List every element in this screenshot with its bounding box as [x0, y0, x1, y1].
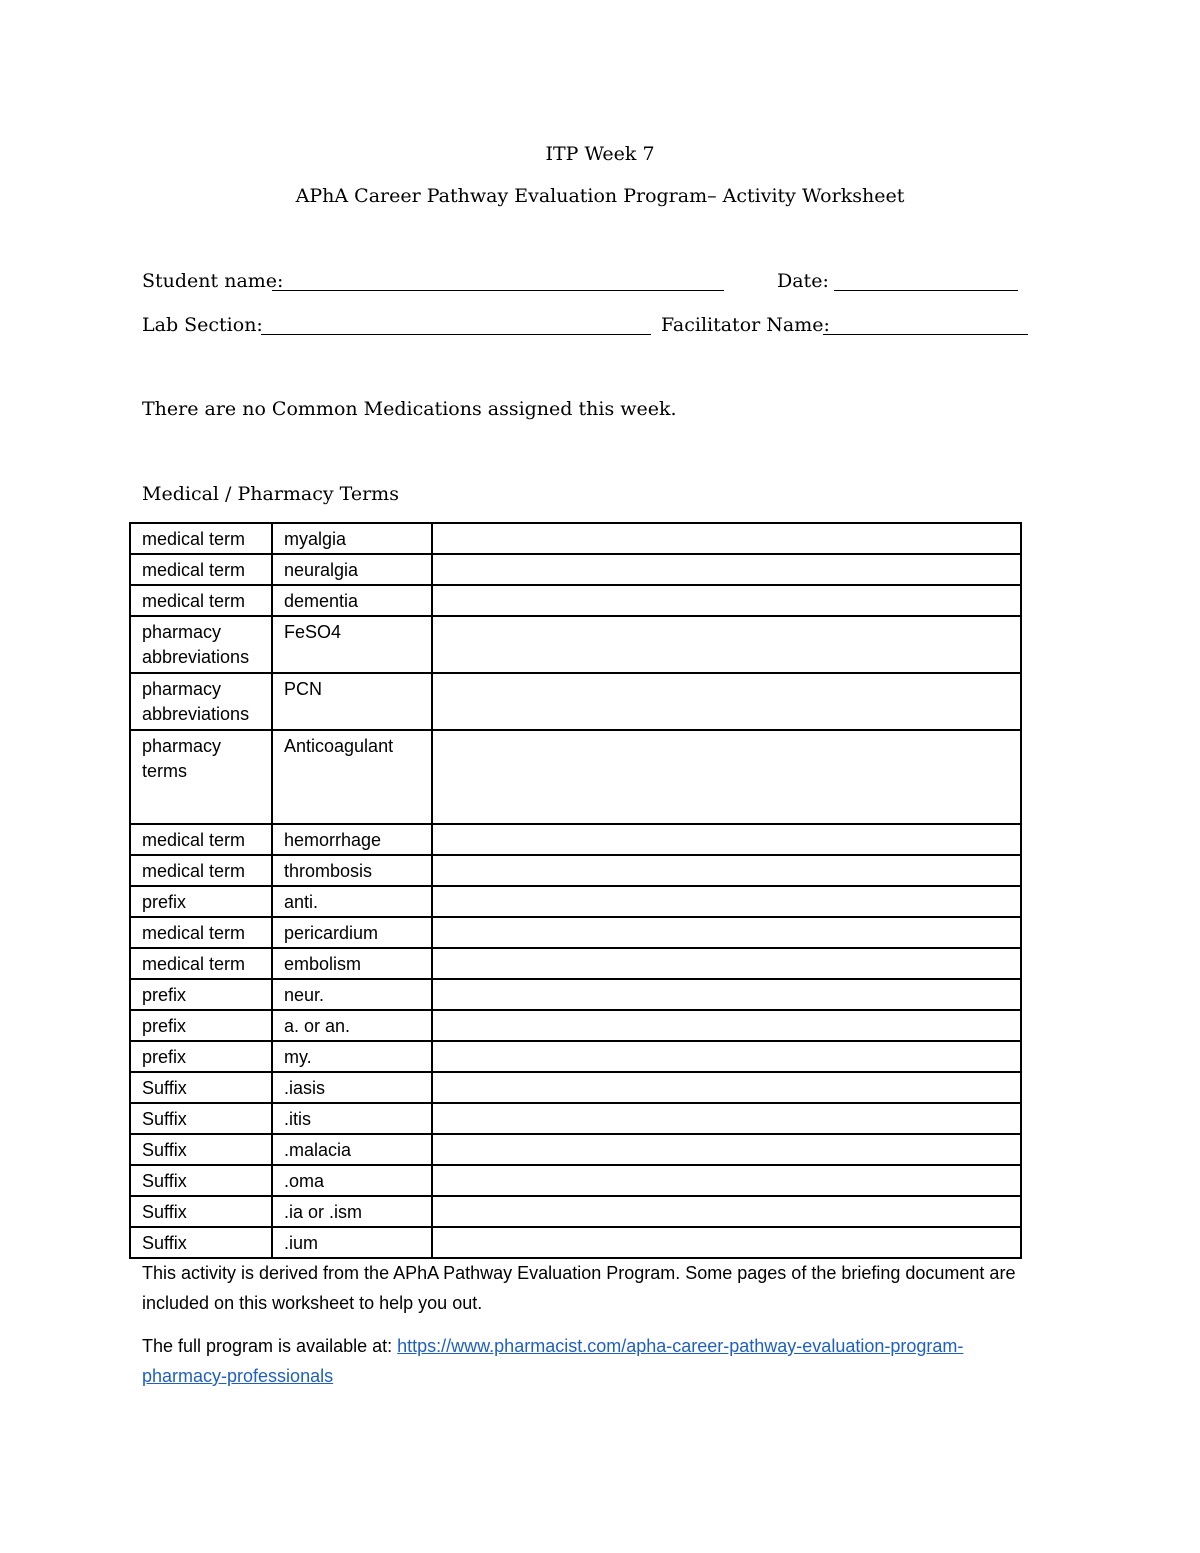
term-cell: Anticoagulant: [272, 730, 432, 824]
term-category-cell: medical term: [130, 554, 272, 585]
table-row: [130, 948, 1021, 979]
definition-answer-cell[interactable]: [432, 948, 1021, 979]
term-cell: .malacia: [272, 1134, 432, 1165]
term-category-cell: pharmacy terms: [130, 730, 272, 824]
term-category-cell: Suffix: [130, 1103, 272, 1134]
term-cell: hemorrhage: [272, 824, 432, 855]
term-category-cell: Suffix: [130, 1072, 272, 1103]
definition-answer-cell[interactable]: [432, 824, 1021, 855]
common-medications-notice: There are no Common Medications assigned this week.: [142, 398, 677, 420]
term-category-cell: medical term: [130, 824, 272, 855]
definition-answer-cell[interactable]: [432, 855, 1021, 886]
term-cell: .ia or .ism: [272, 1196, 432, 1227]
term-cell: embolism: [272, 948, 432, 979]
term-category-cell: Suffix: [130, 1134, 272, 1165]
student-name-label: Student name:: [142, 270, 284, 292]
table-row: [130, 730, 1021, 824]
availability-paragraph: [142, 1331, 1022, 1391]
definition-answer-cell[interactable]: [432, 616, 1021, 673]
table-row: [130, 1196, 1021, 1227]
term-cell: pericardium: [272, 917, 432, 948]
term-cell: dementia: [272, 585, 432, 616]
table-row: [130, 1165, 1021, 1196]
definition-answer-cell[interactable]: [432, 673, 1021, 730]
table-row: [130, 585, 1021, 616]
term-cell: .itis: [272, 1103, 432, 1134]
student-name-blank[interactable]: [272, 290, 724, 291]
definition-answer-cell[interactable]: [432, 1165, 1021, 1196]
term-category-cell: medical term: [130, 917, 272, 948]
definition-answer-cell[interactable]: [432, 585, 1021, 616]
definition-answer-cell[interactable]: [432, 1196, 1021, 1227]
definition-answer-cell[interactable]: [432, 1041, 1021, 1072]
term-category-cell: prefix: [130, 1041, 272, 1072]
term-cell: FeSO4: [272, 616, 432, 673]
table-row: [130, 824, 1021, 855]
terms-table: [129, 522, 1022, 1259]
term-category-cell: prefix: [130, 1010, 272, 1041]
term-category-cell: Suffix: [130, 1196, 272, 1227]
definition-answer-cell[interactable]: [432, 523, 1021, 554]
definition-answer-cell[interactable]: [432, 917, 1021, 948]
definition-answer-cell[interactable]: [432, 730, 1021, 824]
definition-answer-cell[interactable]: [432, 979, 1021, 1010]
date-blank[interactable]: [834, 290, 1018, 291]
table-row: [130, 1134, 1021, 1165]
term-category-cell: pharmacy abbreviations: [130, 616, 272, 673]
program-link[interactable]: https://www.pharmacist.com/apha-career-pathway-evaluation-program-pharmacy-professionals: [142, 1336, 964, 1386]
table-row: [130, 886, 1021, 917]
derived-paragraph: This activity is derived from the APhA Pathway Evaluation Program. Some pages of the briefing document are included on this worksheet to help you out.: [142, 1263, 1016, 1313]
worksheet-week-title: ITP Week 7: [545, 143, 655, 165]
term-cell: a. or an.: [272, 1010, 432, 1041]
term-cell: anti.: [272, 886, 432, 917]
table-row: [130, 1103, 1021, 1134]
term-cell: .ium: [272, 1227, 432, 1258]
table-row: [130, 673, 1021, 730]
table-row: [130, 979, 1021, 1010]
term-cell: my.: [272, 1041, 432, 1072]
definition-answer-cell[interactable]: [432, 554, 1021, 585]
definition-answer-cell[interactable]: [432, 1227, 1021, 1258]
table-row: [130, 1072, 1021, 1103]
definition-answer-cell[interactable]: [432, 886, 1021, 917]
table-row: [130, 1041, 1021, 1072]
date-label: Date:: [777, 270, 829, 292]
facilitator-name-label: Facilitator Name:: [661, 314, 830, 336]
term-category-cell: prefix: [130, 886, 272, 917]
definition-answer-cell[interactable]: [432, 1103, 1021, 1134]
term-cell: myalgia: [272, 523, 432, 554]
table-row: [130, 1227, 1021, 1258]
lab-section-blank[interactable]: [261, 334, 651, 335]
table-row: [130, 917, 1021, 948]
term-category-cell: medical term: [130, 523, 272, 554]
worksheet-program-title: APhA Career Pathway Evaluation Program– Activity Worksheet: [295, 185, 905, 207]
definition-answer-cell[interactable]: [432, 1072, 1021, 1103]
term-category-cell: pharmacy abbreviations: [130, 673, 272, 730]
term-category-cell: prefix: [130, 979, 272, 1010]
table-row: [130, 1010, 1021, 1041]
term-cell: thrombosis: [272, 855, 432, 886]
term-cell: .iasis: [272, 1072, 432, 1103]
definition-answer-cell[interactable]: [432, 1134, 1021, 1165]
lab-section-label: Lab Section:: [142, 314, 263, 336]
term-category-cell: medical term: [130, 855, 272, 886]
term-cell: .oma: [272, 1165, 432, 1196]
term-category-cell: medical term: [130, 585, 272, 616]
table-row: [130, 554, 1021, 585]
definition-answer-cell[interactable]: [432, 1010, 1021, 1041]
table-row: [130, 855, 1021, 886]
term-cell: PCN: [272, 673, 432, 730]
facilitator-name-blank[interactable]: [823, 334, 1028, 335]
term-category-cell: Suffix: [130, 1165, 272, 1196]
table-row: [130, 523, 1021, 554]
terms-section-heading: Medical / Pharmacy Terms: [142, 483, 399, 505]
availability-prefix: The full program is available at:: [142, 1336, 393, 1356]
term-category-cell: medical term: [130, 948, 272, 979]
term-cell: neur.: [272, 979, 432, 1010]
term-cell: neuralgia: [272, 554, 432, 585]
table-row: [130, 616, 1021, 673]
term-category-cell: Suffix: [130, 1227, 272, 1258]
